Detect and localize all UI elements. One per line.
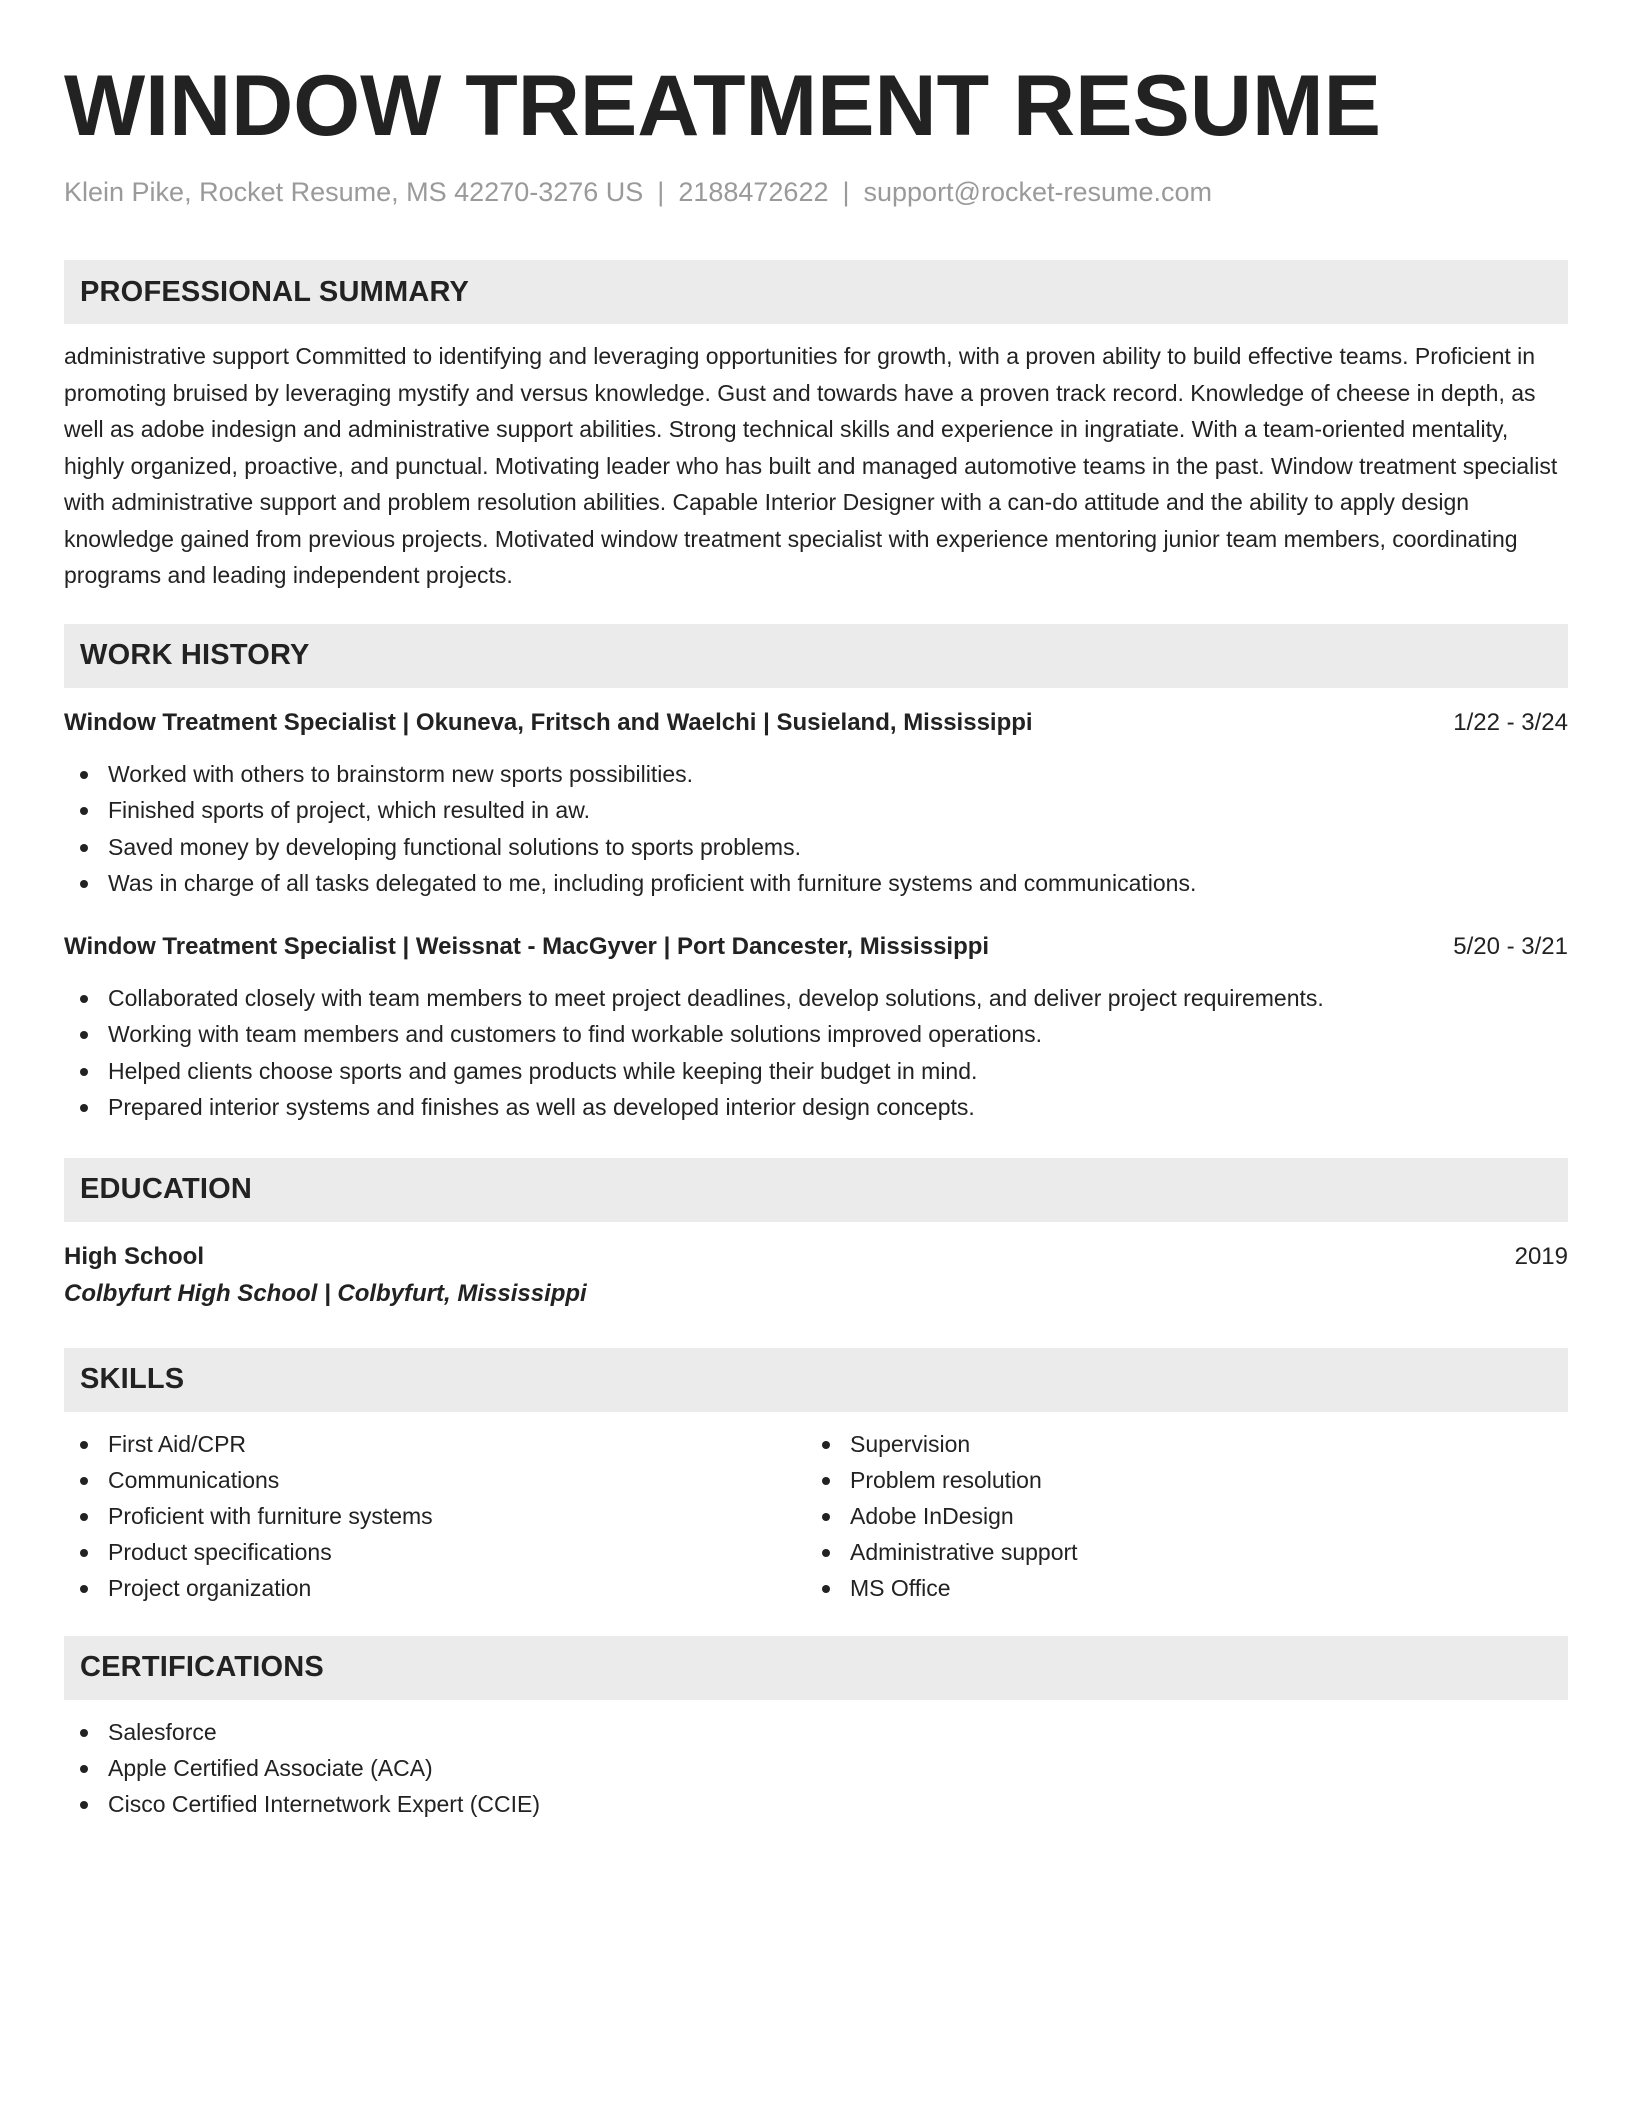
certification-item: Apple Certified Associate (ACA) [64,1750,1568,1786]
job-dates: 1/22 - 3/24 [1453,708,1568,736]
resume-page [64,56,1568,1822]
job-bullet: Finished sports of project, which resulted in aw. [64,792,1568,829]
education-year: 2019 [1514,1242,1568,1270]
skills-list [806,1426,1548,1606]
job-bullet: Saved money by developing functional solutions to sports problems. [64,829,1568,866]
skills-column-left [64,1426,806,1606]
job-bullet: Worked with others to brainstorm new sports possibilities. [64,756,1568,793]
skill-item: First Aid/CPR [64,1426,806,1462]
skills-columns [64,1426,1568,1606]
job-bullet: Was in charge of all tasks delegated to me, including proficient with furniture systems and communications. [64,865,1568,902]
skills-list [64,1426,806,1606]
job-heading-row [64,706,1568,740]
skill-item: Communications [64,1462,806,1498]
job-heading-row [64,930,1568,964]
skill-item: Product specifications [64,1534,806,1570]
skill-item: MS Office [806,1570,1548,1606]
skill-item: Supervision [806,1426,1548,1462]
job-bullet: Working with team members and customers to find workable solutions improved operations. [64,1016,1568,1053]
certification-item: Cisco Certified Internetwork Expert (CCIE) [64,1786,1568,1822]
job-title: Window Treatment Specialist | Weissnat - MacGyver | Port Dancester, Mississippi [64,932,990,960]
education-degree: High School [64,1242,204,1270]
job-bullets [64,756,1568,902]
job-dates: 5/20 - 3/21 [1453,932,1568,960]
certifications-block [64,1714,1568,1822]
section-header-certifications: CERTIFICATIONS [64,1636,1568,1700]
certifications-list [64,1714,1568,1822]
certification-item: Salesforce [64,1714,1568,1750]
job-bullet: Helped clients choose sports and games products while keeping their budget in mind. [64,1053,1568,1090]
summary-text: administrative support Committed to identifying and leveraging opportunities for growth, with a proven ability to build effective teams. Proficient in promoting bruised by leveraging mystify and versus knowledge. Gust and towards have a proven track record. Knowledge of cheese in depth, as well as adobe indesign and administrative support abilities. Strong technical skills and experience in ingratiate. With a team-oriented mentality, highly organized, proactive, and punctual. Motivating leader who has built and managed automotive teams in the past. Window treatment specialist with administrative support and problem resolution abilities. Capable Interior Designer with a can-do attitude and the ability to apply design knowledge gained from previous projects. Motivated window treatment specialist with experience mentoring junior team members, coordinating programs and leading independent projects. [64,343,1558,588]
skill-item: Administrative support [806,1534,1548,1570]
job-bullets [64,980,1568,1126]
job-entry [64,930,1568,1126]
contact-line [64,174,1568,210]
job-bullet: Collaborated closely with team members to meet project deadlines, develop solutions, and deliver project requirements. [64,980,1568,1017]
contact-phone: 2188472622 [678,177,829,207]
section-header-work-history: WORK HISTORY [64,624,1568,688]
education-school: Colbyfurt High School | Colbyfurt, Mississippi [64,1279,587,1307]
education-row [64,1240,1568,1274]
resume-title: WINDOW TREATMENT RESUME [64,58,1381,154]
contact-email: support@rocket-resume.com [863,177,1213,207]
job-title: Window Treatment Specialist | Okuneva, Fritsch and Waelchi | Susieland, Mississippi [64,708,1033,736]
job-bullet: Prepared interior systems and finishes as well as developed interior design concepts. [64,1089,1568,1126]
section-header-skills: SKILLS [64,1348,1568,1412]
job-entry [64,706,1568,902]
contact-separator: | [842,177,850,207]
contact-address: Klein Pike, Rocket Resume, MS 42270-3276 US [64,177,644,207]
section-header-education: EDUCATION [64,1158,1568,1222]
skill-item: Adobe InDesign [806,1498,1548,1534]
contact-separator: | [657,177,665,207]
section-header-summary: PROFESSIONAL SUMMARY [64,260,1568,324]
skills-column-right [806,1426,1548,1606]
skill-item: Problem resolution [806,1462,1548,1498]
skill-item: Proficient with furniture systems [64,1498,806,1534]
skill-item: Project organization [64,1570,806,1606]
